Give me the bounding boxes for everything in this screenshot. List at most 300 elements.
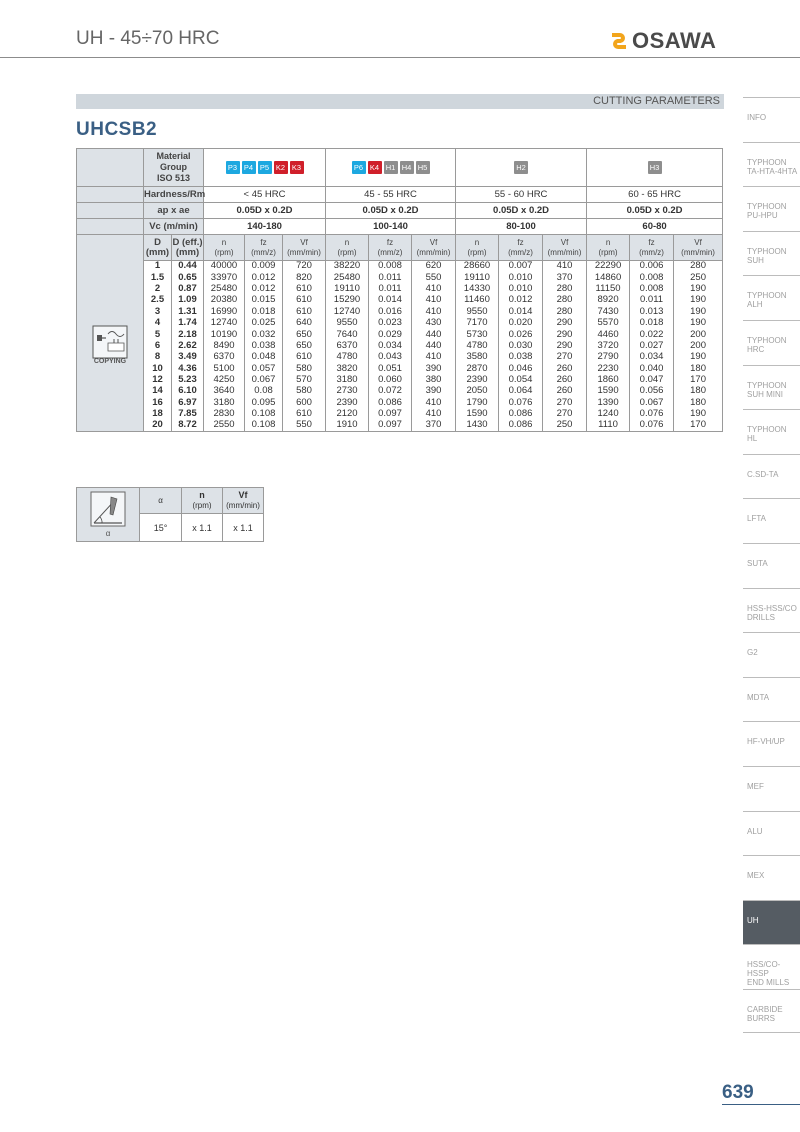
value-cell: 0.047: [630, 374, 674, 385]
vc-value: 60-80: [587, 219, 723, 235]
value-cell: 650: [283, 329, 326, 340]
value-cell: 410: [412, 409, 456, 420]
vc-value: 80-100: [456, 219, 587, 235]
value-cell: 3180: [326, 374, 369, 385]
value-cell: 0.016: [369, 306, 412, 317]
material-group-cell: [456, 149, 587, 187]
value-cell: 1590: [456, 409, 499, 420]
nav-tab-mdta[interactable]: MDTA: [743, 677, 800, 722]
value-cell: 0.006: [630, 261, 674, 272]
table-row: [77, 409, 723, 420]
material-badge-h2: H2: [514, 161, 528, 174]
value-cell: 0.011: [369, 272, 412, 283]
vc-value: 140-180: [204, 219, 326, 235]
osawa-logo: [608, 28, 716, 54]
nav-tab-hf-vh-up[interactable]: HF-VH/UP: [743, 721, 800, 766]
value-cell: 0.011: [369, 283, 412, 294]
nav-tab-typhoon-ta-hta-4hta[interactable]: TYPHOON TA-HTA-4HTA: [743, 142, 800, 187]
value-cell: 0.008: [630, 283, 674, 294]
product-code: UHCSB2: [76, 119, 158, 140]
value-cell: 20380: [204, 295, 245, 306]
page-number-rule: [722, 1104, 800, 1105]
value-cell: 390: [412, 363, 456, 374]
nav-tab-suta[interactable]: SUTA: [743, 543, 800, 588]
value-cell: 0.067: [630, 397, 674, 408]
value-cell: 4250: [204, 374, 245, 385]
value-cell: 3820: [326, 363, 369, 374]
value-cell: 170: [674, 420, 723, 431]
value-cell: 0.034: [630, 352, 674, 363]
diameter-cell: 3: [144, 306, 172, 317]
value-cell: 0.048: [245, 352, 283, 363]
nav-tab-hss-co-hssp-end-mills[interactable]: HSS/CO-HSSP END MILLS: [743, 944, 800, 989]
material-badge-p4: P4: [242, 161, 256, 174]
effective-diameter-cell: 0.65: [172, 272, 204, 283]
value-cell: 1590: [587, 386, 630, 397]
value-cell: 0.009: [245, 261, 283, 272]
value-cell: 38220: [326, 261, 369, 272]
table-row: [77, 261, 723, 272]
diameter-cell: 1.5: [144, 272, 172, 283]
col-header-vf: Vf (mm/min): [283, 235, 326, 261]
value-cell: 0.038: [499, 352, 543, 363]
nav-tab-g2[interactable]: G2: [743, 632, 800, 677]
nav-tab-info[interactable]: INFO: [743, 97, 800, 142]
value-cell: 12740: [204, 317, 245, 328]
value-cell: 1240: [587, 409, 630, 420]
value-cell: 190: [674, 283, 723, 294]
value-cell: 0.095: [245, 397, 283, 408]
value-cell: 2870: [456, 363, 499, 374]
value-cell: 270: [543, 409, 587, 420]
vf-factor: x 1.1: [223, 514, 264, 542]
col-header-n: n (rpm): [326, 235, 369, 261]
value-cell: 610: [283, 352, 326, 363]
value-cell: 22290: [587, 261, 630, 272]
value-cell: 580: [283, 386, 326, 397]
material-badge-h1: H1: [384, 161, 398, 174]
table-row: [77, 295, 723, 306]
effective-diameter-cell: 8.72: [172, 420, 204, 431]
value-cell: 200: [674, 329, 723, 340]
diameter-cell: 5: [144, 329, 172, 340]
blank-cell: [77, 187, 144, 203]
value-cell: 11460: [456, 295, 499, 306]
value-cell: 1860: [587, 374, 630, 385]
value-cell: 290: [543, 329, 587, 340]
diameter-cell: 4: [144, 317, 172, 328]
hardness-value: 60 - 65 HRC: [587, 187, 723, 203]
value-cell: 5100: [204, 363, 245, 374]
value-cell: 0.026: [499, 329, 543, 340]
apae-value: 0.05D x 0.2D: [587, 203, 723, 219]
value-cell: 33970: [204, 272, 245, 283]
value-cell: 14330: [456, 283, 499, 294]
value-cell: 1790: [456, 397, 499, 408]
value-cell: 290: [543, 317, 587, 328]
diameter-cell: 10: [144, 363, 172, 374]
col-header-deff: D (eff.) (mm): [172, 235, 204, 261]
value-cell: 0.010: [499, 283, 543, 294]
table-row: [77, 352, 723, 363]
tilt-angle-icon: [90, 491, 126, 527]
table-row: [77, 306, 723, 317]
value-cell: 3720: [587, 340, 630, 351]
osawa-logo-icon: [608, 30, 630, 52]
value-cell: 720: [283, 261, 326, 272]
vf-header: Vf (mm/min): [223, 488, 264, 514]
copying-icon: [92, 325, 128, 359]
value-cell: 0.108: [245, 409, 283, 420]
value-cell: 0.08: [245, 386, 283, 397]
value-cell: 0.072: [369, 386, 412, 397]
value-cell: 0.097: [369, 420, 412, 431]
value-cell: 2730: [326, 386, 369, 397]
page-number: 639: [722, 1082, 754, 1103]
value-cell: 0.023: [369, 317, 412, 328]
material-badge-h4: H4: [400, 161, 414, 174]
value-cell: 0.086: [369, 397, 412, 408]
nav-tab-typhoon-suh[interactable]: TYPHOON SUH: [743, 231, 800, 276]
value-cell: 280: [674, 261, 723, 272]
diameter-cell: 18: [144, 409, 172, 420]
value-cell: 0.060: [369, 374, 412, 385]
material-group-cell: [587, 149, 723, 187]
diameter-cell: 14: [144, 386, 172, 397]
effective-diameter-cell: 2.62: [172, 340, 204, 351]
material-badge-h5: H5: [416, 161, 430, 174]
value-cell: 260: [543, 363, 587, 374]
value-cell: 820: [283, 272, 326, 283]
value-cell: 19110: [326, 283, 369, 294]
value-cell: 410: [412, 352, 456, 363]
value-cell: 0.038: [245, 340, 283, 351]
hardness-value: 55 - 60 HRC: [456, 187, 587, 203]
value-cell: 0.032: [245, 329, 283, 340]
value-cell: 430: [412, 317, 456, 328]
value-cell: 0.012: [245, 272, 283, 283]
value-cell: 570: [283, 374, 326, 385]
alpha-header: α: [140, 488, 182, 514]
effective-diameter-cell: 2.18: [172, 329, 204, 340]
col-header-vf: Vf (mm/min): [674, 235, 723, 261]
value-cell: 0.015: [245, 295, 283, 306]
table-row: [77, 397, 723, 408]
col-header-n: n (rpm): [204, 235, 245, 261]
diameter-cell: 12: [144, 374, 172, 385]
effective-diameter-cell: 5.23: [172, 374, 204, 385]
value-cell: 0.030: [499, 340, 543, 351]
apae-value: 0.05D x 0.2D: [456, 203, 587, 219]
value-cell: 3640: [204, 386, 245, 397]
value-cell: 0.097: [369, 409, 412, 420]
value-cell: 4460: [587, 329, 630, 340]
table-row: [77, 374, 723, 385]
value-cell: 410: [543, 261, 587, 272]
effective-diameter-cell: 0.87: [172, 283, 204, 294]
apae-label: ap x ae: [144, 203, 204, 219]
hardness-value: < 45 HRC: [204, 187, 326, 203]
value-cell: 25480: [326, 272, 369, 283]
value-cell: 650: [283, 340, 326, 351]
value-cell: 3180: [204, 397, 245, 408]
value-cell: 580: [283, 363, 326, 374]
cutting-parameters-table: [76, 148, 723, 432]
value-cell: 16990: [204, 306, 245, 317]
table-row: [77, 420, 723, 431]
col-header-vf: Vf (mm/min): [543, 235, 587, 261]
hardness-label: Hardness/Rm: [144, 187, 204, 203]
nav-tab-typhoon-suh-mini[interactable]: TYPHOON SUH MINI: [743, 365, 800, 410]
value-cell: 0.018: [245, 306, 283, 317]
value-cell: 440: [412, 340, 456, 351]
value-cell: 1430: [456, 420, 499, 431]
value-cell: 370: [543, 272, 587, 283]
value-cell: 15290: [326, 295, 369, 306]
value-cell: 0.057: [245, 363, 283, 374]
value-cell: 1910: [326, 420, 369, 431]
col-header-fz: fz (mm/z): [630, 235, 674, 261]
value-cell: 190: [674, 317, 723, 328]
material-badge-k4: K4: [368, 161, 382, 174]
value-cell: 260: [543, 386, 587, 397]
copying-label: COPYING: [93, 357, 127, 365]
blank-cell: [77, 235, 144, 261]
apae-value: 0.05D x 0.2D: [204, 203, 326, 219]
value-cell: 1110: [587, 420, 630, 431]
copying-operation-cell: [77, 261, 144, 432]
value-cell: 0.018: [630, 317, 674, 328]
value-cell: 0.020: [499, 317, 543, 328]
value-cell: 0.012: [499, 295, 543, 306]
value-cell: 0.064: [499, 386, 543, 397]
value-cell: 250: [674, 272, 723, 283]
value-cell: 250: [543, 420, 587, 431]
nav-tab-hss-hss-co-drills[interactable]: HSS-HSS/CO DRILLS: [743, 588, 800, 633]
value-cell: 0.025: [245, 317, 283, 328]
nav-tab-lfta[interactable]: LFTA: [743, 498, 800, 543]
value-cell: 190: [674, 306, 723, 317]
value-cell: 2790: [587, 352, 630, 363]
value-cell: 550: [283, 420, 326, 431]
value-cell: 0.034: [369, 340, 412, 351]
value-cell: 0.076: [630, 409, 674, 420]
value-cell: 0.008: [630, 272, 674, 283]
material-badge-h3: H3: [648, 161, 662, 174]
value-cell: 410: [412, 397, 456, 408]
nav-tab-typhoon-alh[interactable]: TYPHOON ALH: [743, 275, 800, 320]
effective-diameter-cell: 1.74: [172, 317, 204, 328]
value-cell: 180: [674, 363, 723, 374]
value-cell: 12740: [326, 306, 369, 317]
value-cell: 2120: [326, 409, 369, 420]
col-header-vf: Vf (mm/min): [412, 235, 456, 261]
value-cell: 610: [283, 283, 326, 294]
value-cell: 7170: [456, 317, 499, 328]
table-row: [77, 317, 723, 328]
nav-tab-carbide-burrs[interactable]: CARBIDE BURRS: [743, 989, 800, 1034]
value-cell: 9550: [326, 317, 369, 328]
nav-tab-mex[interactable]: MEX: [743, 855, 800, 900]
value-cell: 0.011: [630, 295, 674, 306]
value-cell: 290: [543, 340, 587, 351]
material-badge-p3: P3: [226, 161, 240, 174]
value-cell: 25480: [204, 283, 245, 294]
value-cell: 8920: [587, 295, 630, 306]
col-header-d: D (mm): [144, 235, 172, 261]
value-cell: 4780: [326, 352, 369, 363]
value-cell: 7640: [326, 329, 369, 340]
value-cell: 2390: [326, 397, 369, 408]
value-cell: 4780: [456, 340, 499, 351]
value-cell: 180: [674, 386, 723, 397]
value-cell: 28660: [456, 261, 499, 272]
value-cell: 0.086: [499, 409, 543, 420]
value-cell: 550: [412, 272, 456, 283]
value-cell: 40000: [204, 261, 245, 272]
value-cell: 11150: [587, 283, 630, 294]
value-cell: 5730: [456, 329, 499, 340]
blank-cell: [77, 203, 144, 219]
value-cell: 0.054: [499, 374, 543, 385]
value-cell: 8490: [204, 340, 245, 351]
value-cell: 2550: [204, 420, 245, 431]
effective-diameter-cell: 0.44: [172, 261, 204, 272]
material-group-cell: [204, 149, 326, 187]
effective-diameter-cell: 6.97: [172, 397, 204, 408]
value-cell: 2390: [456, 374, 499, 385]
value-cell: 0.008: [369, 261, 412, 272]
effective-diameter-cell: 4.36: [172, 363, 204, 374]
diameter-cell: 2.5: [144, 295, 172, 306]
value-cell: 440: [412, 329, 456, 340]
value-cell: 190: [674, 295, 723, 306]
value-cell: 0.022: [630, 329, 674, 340]
table-row: [77, 272, 723, 283]
effective-diameter-cell: 7.85: [172, 409, 204, 420]
value-cell: 14860: [587, 272, 630, 283]
col-header-fz: fz (mm/z): [369, 235, 412, 261]
nav-tab-typhoon-hrc[interactable]: TYPHOON HRC: [743, 320, 800, 365]
value-cell: 0.014: [499, 306, 543, 317]
corner-cell: [77, 149, 144, 187]
material-badge-k3: K3: [290, 161, 304, 174]
value-cell: 600: [283, 397, 326, 408]
value-cell: 5570: [587, 317, 630, 328]
value-cell: 0.076: [630, 420, 674, 431]
nav-tab-c-sd-ta[interactable]: C.SD-TA: [743, 454, 800, 499]
value-cell: 280: [543, 306, 587, 317]
value-cell: 1390: [587, 397, 630, 408]
value-cell: 180: [674, 397, 723, 408]
value-cell: 280: [543, 295, 587, 306]
value-cell: 0.013: [630, 306, 674, 317]
effective-diameter-cell: 1.31: [172, 306, 204, 317]
value-cell: 270: [543, 352, 587, 363]
effective-diameter-cell: 6.10: [172, 386, 204, 397]
value-cell: 0.046: [499, 363, 543, 374]
nav-tab-mef[interactable]: MEF: [743, 766, 800, 811]
value-cell: 2050: [456, 386, 499, 397]
value-cell: 0.012: [245, 283, 283, 294]
value-cell: 170: [674, 374, 723, 385]
value-cell: 0.076: [499, 397, 543, 408]
value-cell: 9550: [456, 306, 499, 317]
value-cell: 270: [543, 397, 587, 408]
value-cell: 280: [543, 283, 587, 294]
col-header-fz: fz (mm/z): [245, 235, 283, 261]
value-cell: 190: [674, 409, 723, 420]
nav-tab-uh[interactable]: UH: [743, 900, 800, 945]
angle-factor-table: [76, 487, 264, 542]
nav-tab-alu[interactable]: ALU: [743, 811, 800, 856]
value-cell: 200: [674, 340, 723, 351]
value-cell: 19110: [456, 272, 499, 283]
value-cell: 0.029: [369, 329, 412, 340]
value-cell: 610: [283, 409, 326, 420]
tilt-angle-illustration: [77, 488, 140, 542]
value-cell: 3580: [456, 352, 499, 363]
value-cell: 0.010: [499, 272, 543, 283]
value-cell: 410: [412, 283, 456, 294]
material-badge-p5: P5: [258, 161, 272, 174]
section-label: CUTTING PARAMETERS: [593, 95, 720, 107]
value-cell: 6370: [204, 352, 245, 363]
value-cell: 370: [412, 420, 456, 431]
hardness-value: 45 - 55 HRC: [326, 187, 456, 203]
value-cell: 0.086: [499, 420, 543, 431]
vc-label: Vc (m/min): [144, 219, 204, 235]
value-cell: 260: [543, 374, 587, 385]
col-header-fz: fz (mm/z): [499, 235, 543, 261]
apae-value: 0.05D x 0.2D: [326, 203, 456, 219]
value-cell: 380: [412, 374, 456, 385]
value-cell: 0.056: [630, 386, 674, 397]
angle-value: 15°: [140, 514, 182, 542]
value-cell: 0.051: [369, 363, 412, 374]
effective-diameter-cell: 1.09: [172, 295, 204, 306]
logo-text: OSAWA: [632, 28, 717, 53]
diameter-cell: 16: [144, 397, 172, 408]
table-row: [77, 283, 723, 294]
diameter-cell: 20: [144, 420, 172, 431]
value-cell: 620: [412, 261, 456, 272]
vc-value: 100-140: [326, 219, 456, 235]
value-cell: 0.027: [630, 340, 674, 351]
table-row: [77, 386, 723, 397]
table-row: [77, 363, 723, 374]
nav-tab-typhoon-hl[interactable]: TYPHOON HL: [743, 409, 800, 454]
diameter-cell: 8: [144, 352, 172, 363]
value-cell: 640: [283, 317, 326, 328]
value-cell: 7430: [587, 306, 630, 317]
diameter-cell: 1: [144, 261, 172, 272]
n-header: n (rpm): [182, 488, 223, 514]
value-cell: 0.108: [245, 420, 283, 431]
value-cell: 0.040: [630, 363, 674, 374]
value-cell: 190: [674, 352, 723, 363]
blank-cell: [77, 219, 144, 235]
diameter-cell: 2: [144, 283, 172, 294]
nav-tab-typhoon-pu-hpu[interactable]: TYPHOON PU-HPU: [743, 186, 800, 231]
page-header: [0, 0, 800, 58]
page-title: UH - 45÷70 HRC: [76, 28, 220, 49]
value-cell: 6370: [326, 340, 369, 351]
n-factor: x 1.1: [182, 514, 223, 542]
effective-diameter-cell: 3.49: [172, 352, 204, 363]
section-bar: [76, 94, 724, 109]
diameter-cell: 6: [144, 340, 172, 351]
